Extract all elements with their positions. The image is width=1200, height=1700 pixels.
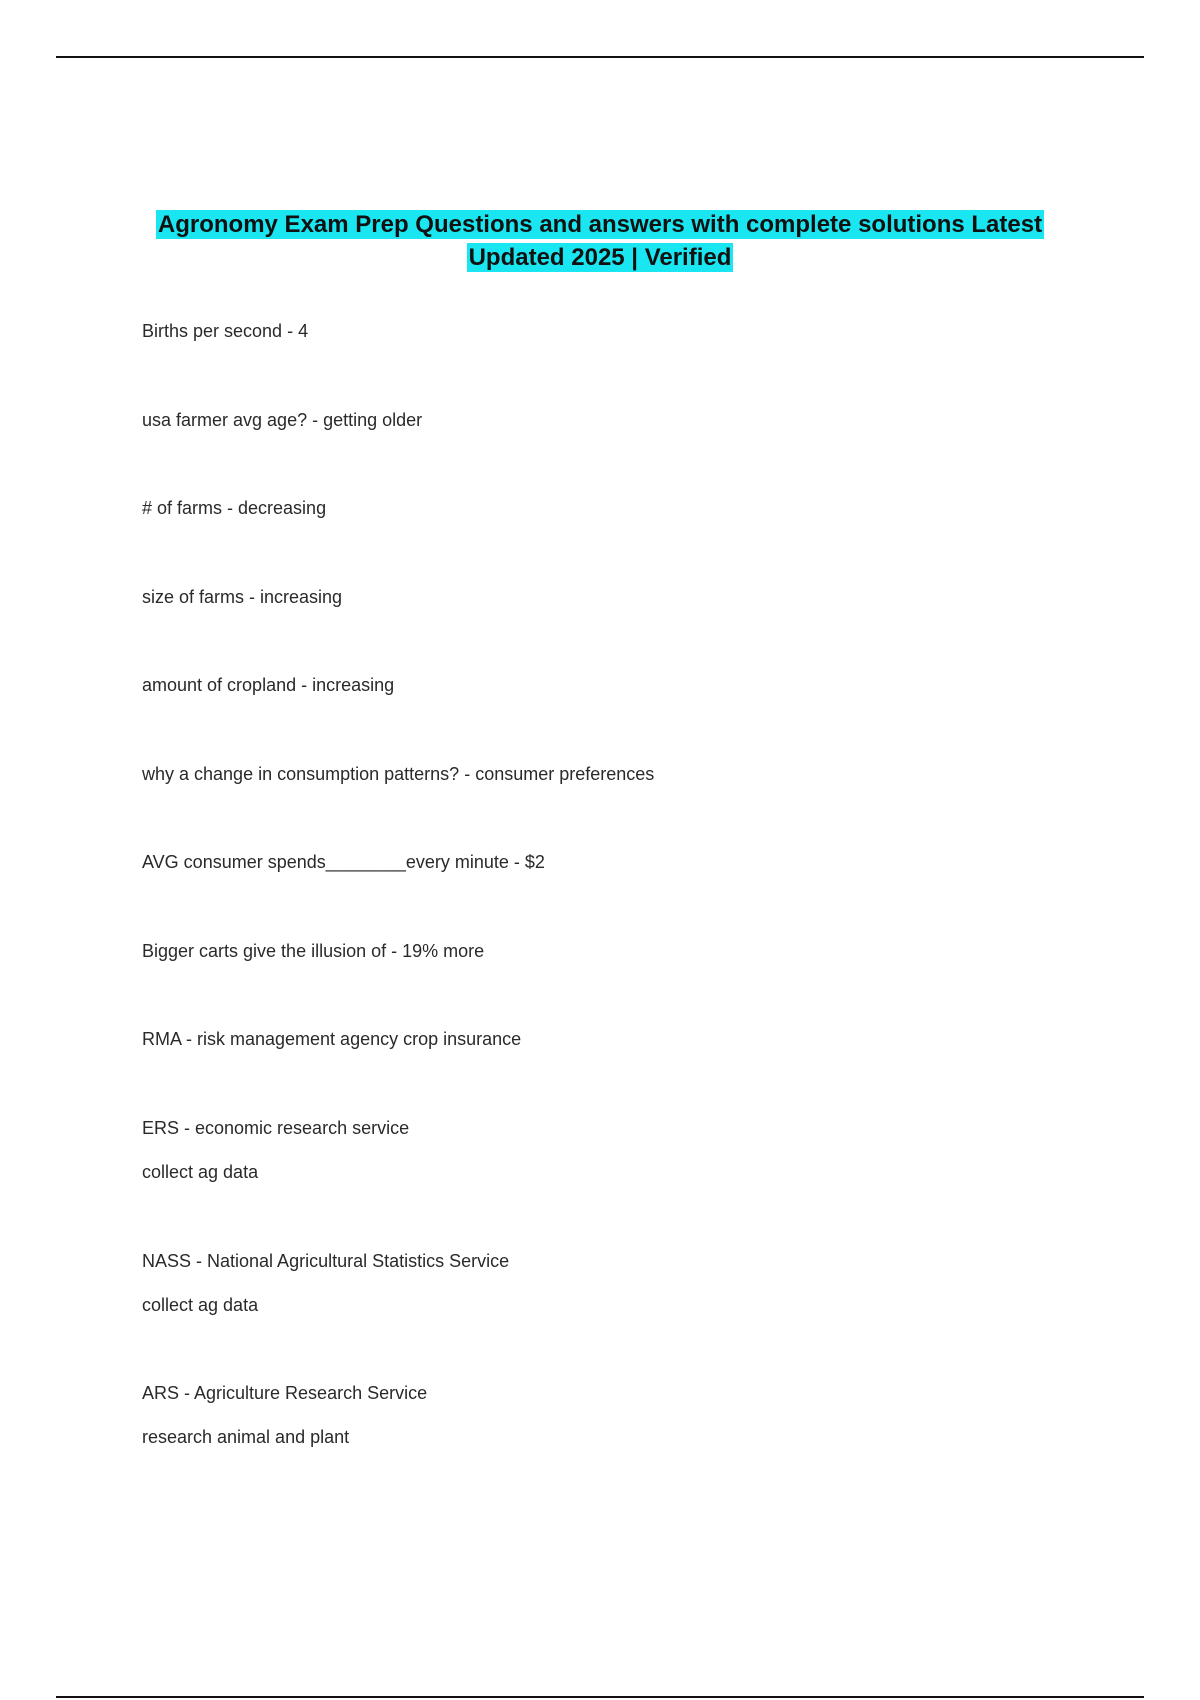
qa-item [142,1371,427,1459]
qa-item-text: Bigger carts give the illusion of - 19% more [142,941,485,961]
footer-rule [56,1696,1144,1698]
qa-item [142,398,422,442]
qa-item [142,1017,521,1061]
qa-item-text: why a change in consumption patterns? - consumer preferences [142,764,655,784]
qa-item-text: ERS - economic research service [142,1118,410,1138]
qa-item-extra: research animal and plant [142,1427,350,1447]
title-line-1: Agronomy Exam Prep Questions and answers with complete solutions Latest [157,211,1043,238]
qa-item-text: AVG consumer spends________every minute - $2 [142,852,545,872]
qa-item-text: Births per second - 4 [142,321,309,341]
qa-item-text: RMA - risk management agency crop insurance [142,1029,522,1049]
qa-item [142,840,545,884]
qa-item-text: ARS - Agriculture Research Service [142,1383,428,1403]
qa-item-text: size of farms - increasing [142,587,343,607]
qa-item [142,1106,409,1194]
qa-item-text: NASS - National Agricultural Statistics Service [142,1251,510,1271]
qa-item [142,486,326,530]
qa-item [142,575,342,619]
title-line-2: Updated 2025 | Verified [468,244,732,271]
qa-item-text: amount of cropland - increasing [142,675,395,695]
header-rule [56,56,1144,58]
qa-item [142,309,308,353]
document-title [60,208,1140,274]
qa-item [142,752,654,796]
qa-item [142,663,394,707]
qa-item-text: usa farmer avg age? - getting older [142,410,423,430]
qa-item-extra: collect ag data [142,1295,259,1315]
qa-item [142,929,484,973]
qa-item [142,1239,509,1327]
qa-item-extra: collect ag data [142,1162,259,1182]
qa-item-text: # of farms - decreasing [142,498,327,518]
